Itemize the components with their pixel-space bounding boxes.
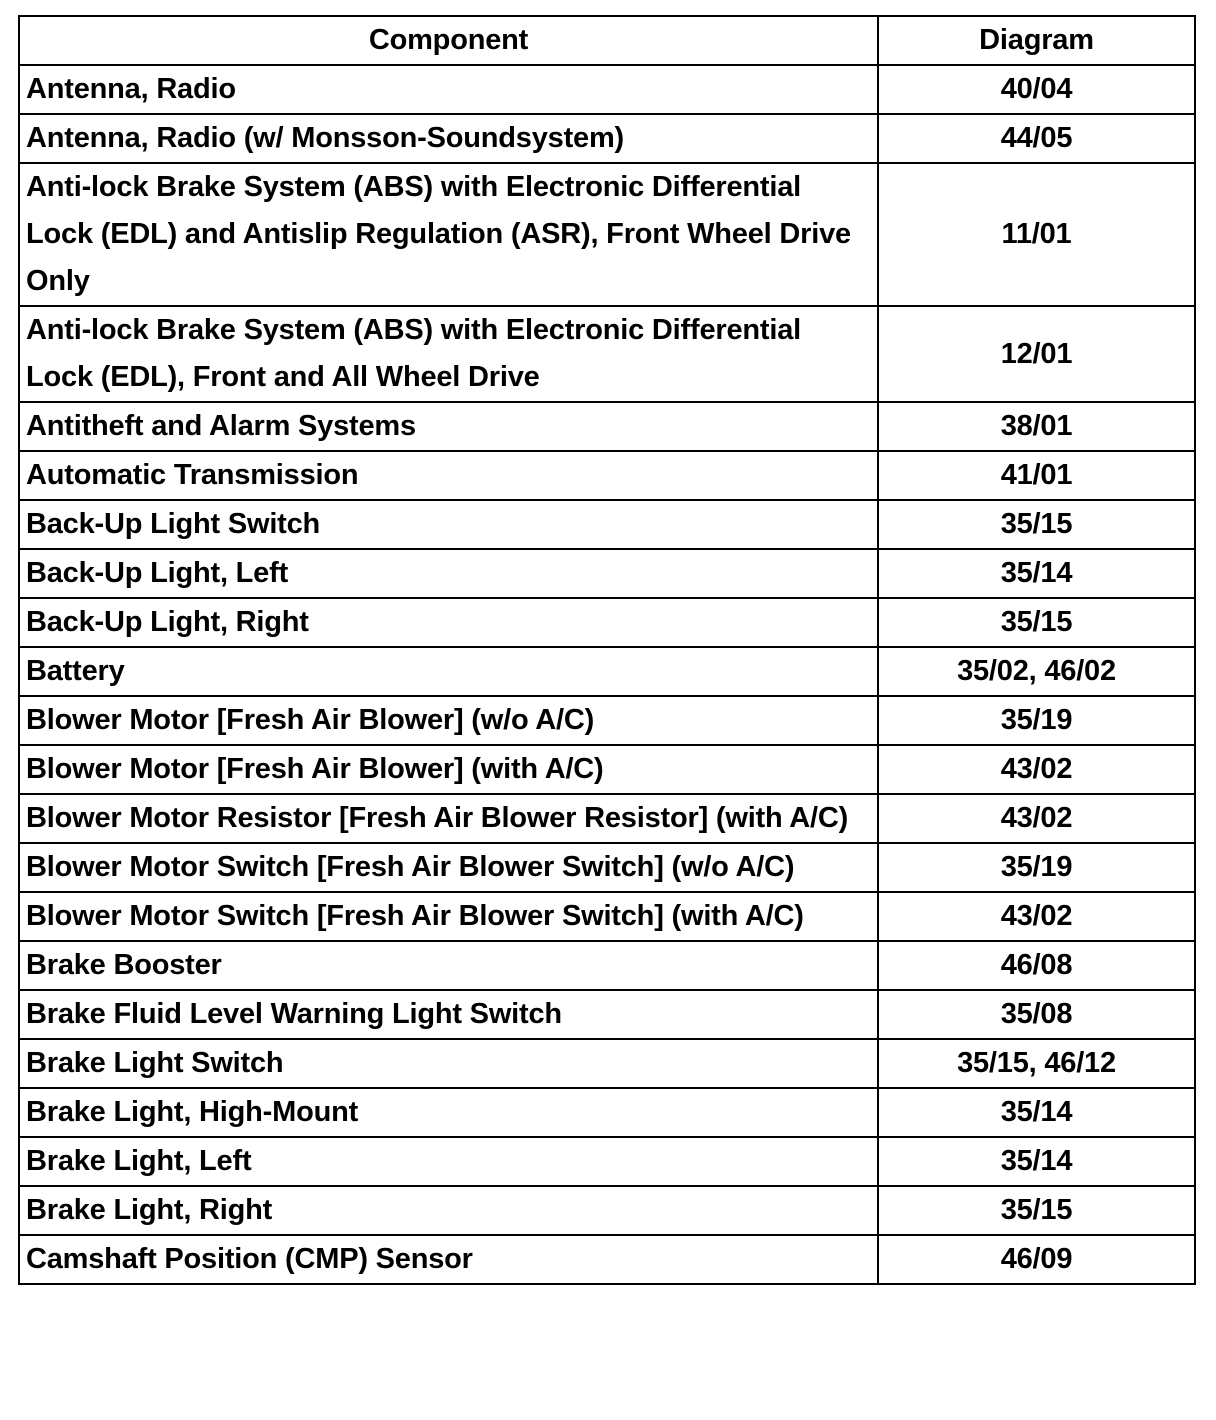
table-row — [19, 451, 1195, 500]
diagram-cell: 35/14 — [878, 1137, 1195, 1186]
diagram-cell: 43/02 — [878, 892, 1195, 941]
table-row — [19, 1235, 1195, 1284]
table-row — [19, 1137, 1195, 1186]
component-cell: Back-Up Light, Left — [19, 549, 878, 598]
table-row — [19, 402, 1195, 451]
component-cell: Battery — [19, 647, 878, 696]
component-cell: Blower Motor [Fresh Air Blower] (w/o A/C) — [19, 696, 878, 745]
table-row — [19, 647, 1195, 696]
component-cell: Blower Motor Resistor [Fresh Air Blower Resistor] (with A/C) — [19, 794, 878, 843]
table-row — [19, 306, 1195, 402]
diagram-cell: 12/01 — [878, 306, 1195, 402]
table-row — [19, 941, 1195, 990]
diagram-cell: 35/14 — [878, 549, 1195, 598]
diagram-cell: 44/05 — [878, 114, 1195, 163]
component-cell: Blower Motor [Fresh Air Blower] (with A/C) — [19, 745, 878, 794]
component-cell: Brake Fluid Level Warning Light Switch — [19, 990, 878, 1039]
table-row — [19, 696, 1195, 745]
component-cell: Antitheft and Alarm Systems — [19, 402, 878, 451]
table-row — [19, 990, 1195, 1039]
diagram-cell: 43/02 — [878, 794, 1195, 843]
table-row — [19, 163, 1195, 306]
table-row — [19, 500, 1195, 549]
diagram-column-header: Diagram — [878, 16, 1195, 65]
table-row — [19, 794, 1195, 843]
diagram-cell: 35/02, 46/02 — [878, 647, 1195, 696]
component-cell: Blower Motor Switch [Fresh Air Blower Switch] (w/o A/C) — [19, 843, 878, 892]
diagram-cell: 35/15 — [878, 500, 1195, 549]
diagram-cell: 11/01 — [878, 163, 1195, 306]
component-index-table — [18, 15, 1196, 1285]
diagram-cell: 43/02 — [878, 745, 1195, 794]
diagram-cell: 38/01 — [878, 402, 1195, 451]
diagram-cell: 40/04 — [878, 65, 1195, 114]
component-cell: Anti-lock Brake System (ABS) with Electronic Differential Lock (EDL), Front and All Wheel Drive — [19, 306, 878, 402]
diagram-cell: 35/19 — [878, 696, 1195, 745]
component-cell: Back-Up Light, Right — [19, 598, 878, 647]
component-cell: Camshaft Position (CMP) Sensor — [19, 1235, 878, 1284]
table-row — [19, 598, 1195, 647]
component-cell: Brake Booster — [19, 941, 878, 990]
table-row — [19, 1088, 1195, 1137]
diagram-cell: 46/08 — [878, 941, 1195, 990]
table-row — [19, 114, 1195, 163]
diagram-cell: 46/09 — [878, 1235, 1195, 1284]
table-row — [19, 843, 1195, 892]
component-cell: Back-Up Light Switch — [19, 500, 878, 549]
table-row — [19, 65, 1195, 114]
component-cell: Automatic Transmission — [19, 451, 878, 500]
table-row — [19, 549, 1195, 598]
diagram-cell: 35/14 — [878, 1088, 1195, 1137]
component-cell: Antenna, Radio (w/ Monsson-Soundsystem) — [19, 114, 878, 163]
component-cell: Brake Light Switch — [19, 1039, 878, 1088]
diagram-cell: 35/15, 46/12 — [878, 1039, 1195, 1088]
component-cell: Anti-lock Brake System (ABS) with Electronic Differential Lock (EDL) and Antislip Regulation (ASR), Front Wheel Drive Only — [19, 163, 878, 306]
diagram-cell: 41/01 — [878, 451, 1195, 500]
header-row — [19, 16, 1195, 65]
diagram-cell: 35/15 — [878, 1186, 1195, 1235]
component-cell: Brake Light, High-Mount — [19, 1088, 878, 1137]
component-cell: Antenna, Radio — [19, 65, 878, 114]
component-column-header: Component — [19, 16, 878, 65]
diagram-cell: 35/19 — [878, 843, 1195, 892]
table-row — [19, 1039, 1195, 1088]
component-cell: Brake Light, Right — [19, 1186, 878, 1235]
diagram-cell: 35/15 — [878, 598, 1195, 647]
table-row — [19, 892, 1195, 941]
table-row — [19, 745, 1195, 794]
component-cell: Blower Motor Switch [Fresh Air Blower Switch] (with A/C) — [19, 892, 878, 941]
table-row — [19, 1186, 1195, 1235]
component-cell: Brake Light, Left — [19, 1137, 878, 1186]
diagram-cell: 35/08 — [878, 990, 1195, 1039]
